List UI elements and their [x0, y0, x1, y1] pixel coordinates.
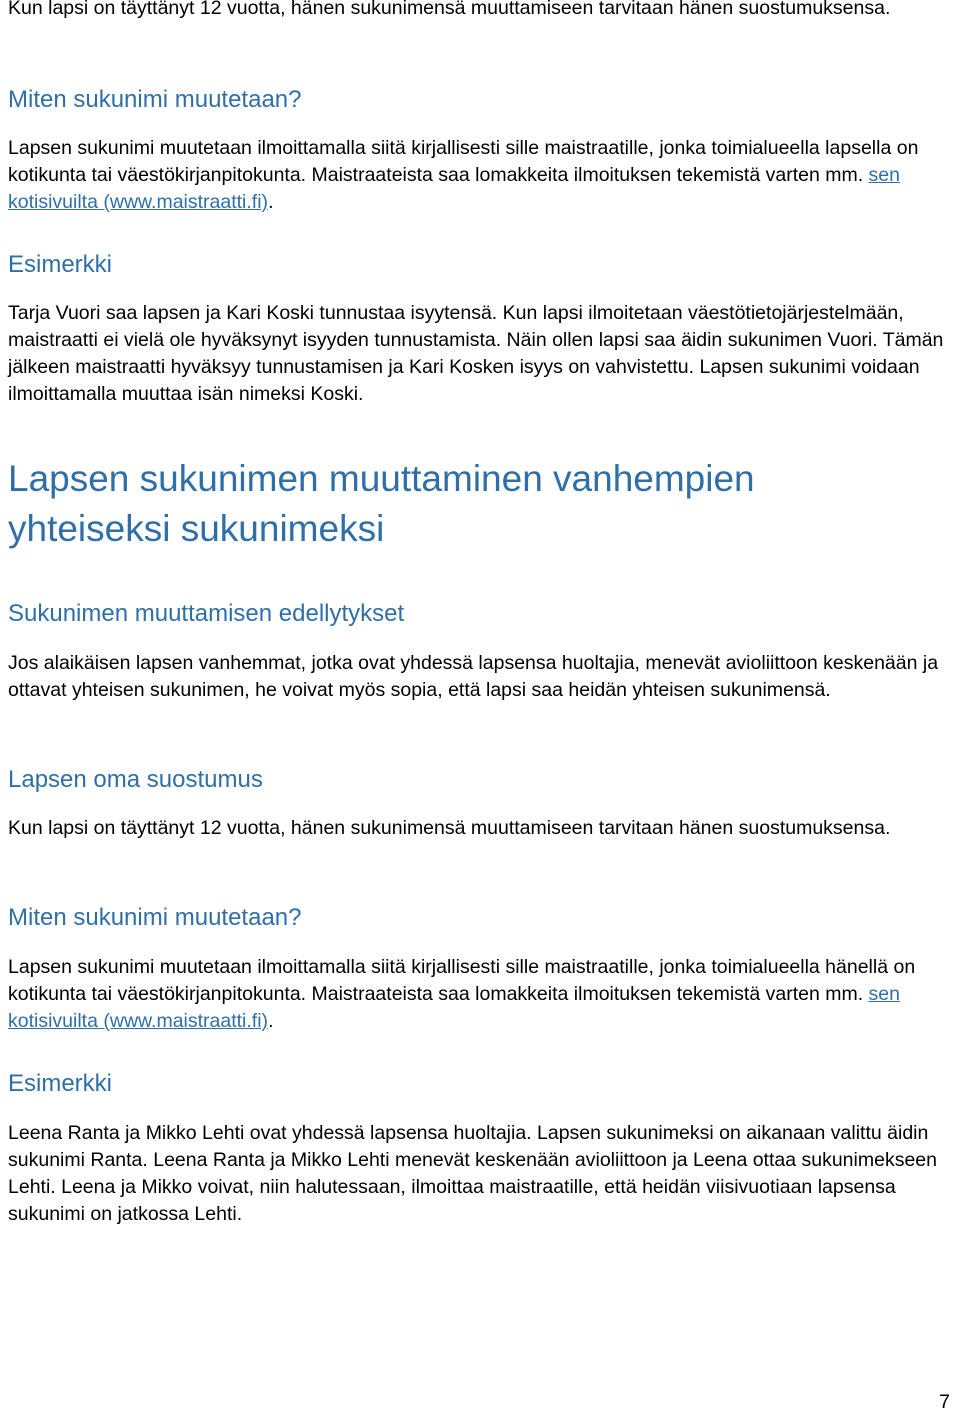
paragraph-how-changed-2 [8, 954, 953, 1035]
heading-own-consent: Lapsen oma suostumus [8, 766, 263, 793]
heading-conditions: Sukunimen muuttamisen edellytykset [8, 600, 405, 627]
heading-example-2: Esimerkki [8, 1070, 113, 1097]
paragraph-how-changed-2-end: . [268, 1010, 274, 1032]
heading-common-surname-line1: Lapsen sukunimen muuttaminen vanhempien [8, 458, 755, 499]
heading-common-surname-line2: yhteiseksi sukunimeksi [8, 508, 385, 549]
paragraph-conditions: Jos alaikäisen lapsen vanhemmat, jotka ovat yhdessä lapsensa huoltajia, menevät avioliittoon keskenään ja ottavat yhteisen sukunimen, he voivat myös sopia, että lapsi saa heidän yhteisen sukunimensä. [8, 652, 939, 701]
maistraatti-link[interactable]: sen kotisivuilta (www.maistraatti.fi) [8, 164, 900, 213]
page-number: 7 [939, 1391, 950, 1413]
paragraph-example-ranta: Leena Ranta ja Mikko Lehti ovat yhdessä lapsensa huoltajia. Lapsen sukunimeksi on aikanaan valittu äidin sukunimi Ranta. Leena Ranta ja Mikko Lehti menevät keskenään avioliittoon ja Leena ottaa sukunimekseen Lehti. Leena ja Mikko voivat, niin halutessaan, ilmoittaa maistraatille, että heidän viisivuotiaan lapsensa sukunimi on jatkossa Lehti. [8, 1122, 937, 1225]
maistraatti-link-2[interactable]: sen kotisivuilta (www.maistraatti.fi) [8, 983, 900, 1032]
heading-common-surname [8, 455, 953, 553]
paragraph-how-changed-text: Lapsen sukunimi muutetaan ilmoittamalla siitä kirjallisesti sille maistraatille, jonka toimialueella lapsella on kotikunta tai väestökirjanpitokunta. Maistraateista saa lomakkeita ilmoituksen tekemistä varten mm. [8, 137, 919, 186]
paragraph-how-changed-2-text: Lapsen sukunimi muutetaan ilmoittamalla siitä kirjallisesti sille maistraatille, jonka toimialueella hänellä on kotikunta tai väestökirjanpitokunta. Maistraateista saa lomakkeita ilmoituksen tekemistä varten mm. [8, 956, 916, 1005]
heading-how-changed-2: Miten sukunimi muutetaan? [8, 904, 302, 931]
paragraph-own-consent: Kun lapsi on täyttänyt 12 vuotta, hänen sukunimensä muuttamiseen tarvitaan hänen suostumuksensa. [8, 817, 891, 839]
paragraph-example-vuori: Tarja Vuori saa lapsen ja Kari Koski tunnustaa isyytensä. Kun lapsi ilmoitetaan väestötietojärjestelmään, maistraatti ei vielä ole hyväksynyt isyyden tunnustamista. Näin ollen lapsi saa äidin sukunimen Vuori. Tämän jälkeen maistraatti hyväksyy tunnustamisen ja Kari Kosken isyys on vahvistettu. Lapsen sukunimi voidaan ilmoittamalla muuttaa isän nimeksi Koski. [8, 302, 944, 405]
paragraph-how-changed [8, 135, 953, 216]
heading-how-changed: Miten sukunimi muutetaan? [8, 86, 302, 113]
paragraph-how-changed-end: . [268, 191, 274, 213]
paragraph-consent-intro: Kun lapsi on täyttänyt 12 vuotta, hänen sukunimensä muuttamiseen tarvitaan hänen suostumuksensa. [8, 0, 891, 19]
heading-example: Esimerkki [8, 251, 113, 278]
